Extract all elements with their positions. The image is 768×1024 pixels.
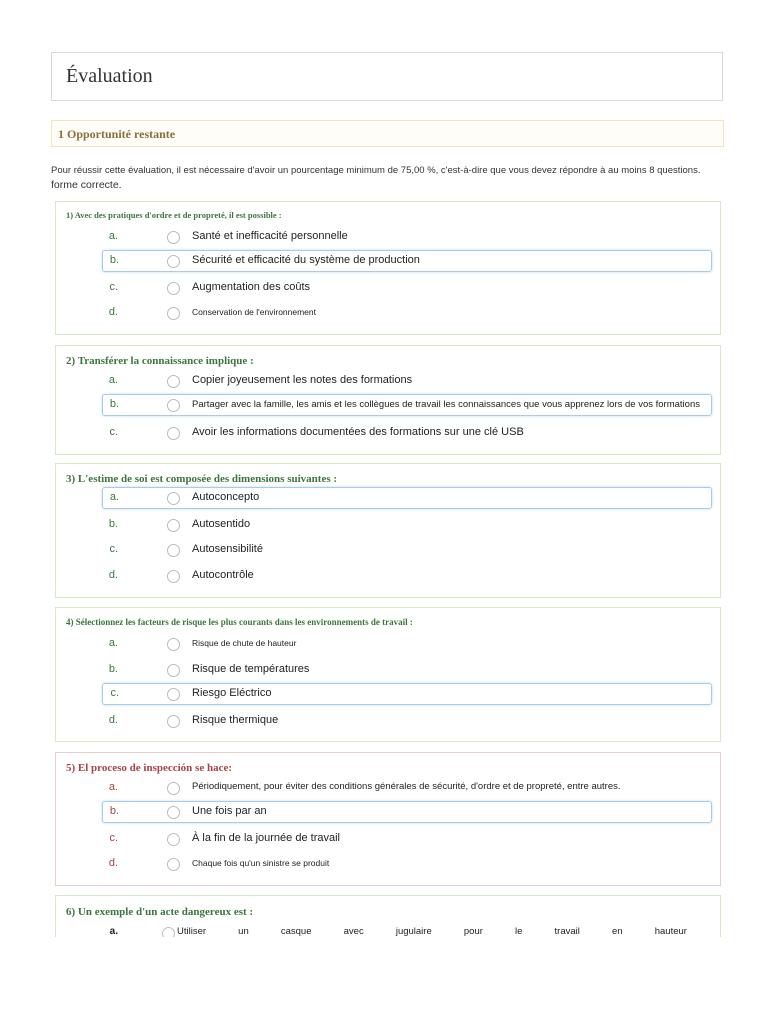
page-title: Évaluation xyxy=(66,65,153,87)
question-4 xyxy=(55,607,721,742)
option-label: Augmentation des coûts xyxy=(192,281,311,293)
option-label: Périodiquement, pour éviter des conditions générales de sécurité, d'ordre et de propreté, entre autres. xyxy=(192,781,621,792)
question-1-option-a[interactable] xyxy=(102,226,712,248)
option-word: pour xyxy=(463,926,483,937)
question-2-option-c[interactable] xyxy=(102,422,712,444)
option-label: Avoir les informations documentées des formations sur une clé USB xyxy=(192,426,524,438)
option-label: Autoconcepto xyxy=(192,491,260,503)
option-label: Copier joyeusement les notes des formations xyxy=(192,374,413,386)
question-3-option-b[interactable] xyxy=(102,514,712,536)
option-letter: a. xyxy=(108,637,118,649)
question-3-option-a[interactable] xyxy=(102,487,712,509)
radio-button[interactable] xyxy=(167,375,180,388)
question-2-option-b[interactable] xyxy=(102,394,712,416)
option-label: Santé et inefficacité personnelle xyxy=(192,230,348,242)
intro-text xyxy=(51,164,731,192)
option-label: Autosentido xyxy=(192,518,251,530)
radio-button[interactable] xyxy=(167,427,180,440)
option-letter: d. xyxy=(108,306,118,318)
question-4-title: 4) Sélectionnez les facteurs de risque les plus courants dans les environnements de travail : xyxy=(66,617,413,627)
radio-button[interactable] xyxy=(167,544,180,557)
radio-button[interactable] xyxy=(167,858,180,871)
radio-button[interactable] xyxy=(167,282,180,295)
option-word: hauteur xyxy=(654,926,687,937)
question-5-title: 5) El proceso de inspección se hace: xyxy=(66,762,233,774)
option-letter: c. xyxy=(109,426,118,438)
radio-button[interactable] xyxy=(167,715,180,728)
radio-button[interactable] xyxy=(167,570,180,583)
page-title-panel xyxy=(51,52,723,101)
option-letter: a. xyxy=(109,926,118,937)
question-1-title: 1) Avec des pratiques d'ordre et de propreté, il est possible : xyxy=(66,210,282,220)
radio-button[interactable] xyxy=(167,664,180,677)
option-letter: b. xyxy=(109,254,119,266)
radio-button[interactable] xyxy=(167,638,180,651)
question-1-option-b[interactable] xyxy=(102,250,712,272)
question-4-option-c[interactable] xyxy=(102,683,712,705)
intro-line-1: Pour réussir cette évaluation, il est nécessaire d'avoir un pourcentage minimum de 75,00 %, c'est-à-dire que vous devez répondre à au moins 8 questions. xyxy=(51,165,701,176)
page-cutoff-mask xyxy=(0,937,768,1024)
option-letter: d. xyxy=(108,569,118,581)
option-letter: c. xyxy=(109,832,118,844)
intro-line-2: forme correcte. xyxy=(51,179,122,191)
option-label: Risque de chute de hauteur xyxy=(192,638,297,648)
option-word: un xyxy=(238,926,249,937)
question-5-option-a[interactable] xyxy=(102,777,712,799)
option-letter: c. xyxy=(109,281,118,293)
option-word: en xyxy=(612,926,623,937)
question-4-option-b[interactable] xyxy=(102,659,712,681)
option-label: Autocontrôle xyxy=(192,569,254,581)
question-4-option-a[interactable] xyxy=(102,633,712,655)
question-5-option-b[interactable] xyxy=(102,801,712,823)
question-1 xyxy=(55,201,721,335)
option-label: À la fin de la journée de travail xyxy=(192,832,340,844)
option-letter: d. xyxy=(108,714,118,726)
question-6-title: 6) Un exemple d'un acte dangereux est : xyxy=(66,906,254,918)
option-label: Autosensibilité xyxy=(192,543,263,555)
option-word: travail xyxy=(554,926,580,937)
option-word: casque xyxy=(280,926,312,937)
option-word: le xyxy=(515,926,523,937)
question-2-title: 2) Transférer la connaissance implique : xyxy=(66,355,254,367)
question-1-option-c[interactable] xyxy=(102,277,712,299)
attempts-text: 1 Opportunité restante xyxy=(58,127,176,141)
option-letter: b. xyxy=(109,398,119,410)
question-3 xyxy=(55,463,721,598)
option-letter: a. xyxy=(108,781,118,793)
question-5-option-c[interactable] xyxy=(102,828,712,850)
question-1-option-d[interactable] xyxy=(102,302,712,324)
radio-button[interactable] xyxy=(167,806,180,819)
option-label: Sécurité et efficacité du système de production xyxy=(192,254,420,266)
option-label: Chaque fois qu'un sinistre se produit xyxy=(192,858,330,868)
question-3-option-c[interactable] xyxy=(102,539,712,561)
option-word: Utiliser xyxy=(177,926,207,937)
option-letter: c. xyxy=(109,543,118,555)
attempts-notice xyxy=(51,120,724,147)
radio-button[interactable] xyxy=(167,307,180,320)
question-2-option-a[interactable] xyxy=(102,370,712,392)
option-letter: b. xyxy=(108,663,118,675)
question-4-option-d[interactable] xyxy=(102,710,712,732)
radio-button[interactable] xyxy=(167,492,180,505)
option-letter: a. xyxy=(109,491,119,503)
option-letter: a. xyxy=(108,230,118,242)
radio-button[interactable] xyxy=(167,688,180,701)
option-label: Partager avec la famille, les amis et les collègues de travail les connaissances que vous apprenez lors de vos formations xyxy=(192,399,700,410)
radio-button[interactable] xyxy=(167,231,180,244)
radio-button[interactable] xyxy=(167,519,180,532)
radio-button[interactable] xyxy=(167,782,180,795)
question-5-option-d[interactable] xyxy=(102,853,712,875)
option-letter: b. xyxy=(109,805,119,817)
option-label: Risque de températures xyxy=(192,663,310,675)
option-letter: b. xyxy=(108,518,118,530)
option-label: Risque thermique xyxy=(192,714,279,726)
radio-button[interactable] xyxy=(167,833,180,846)
question-3-option-d[interactable] xyxy=(102,565,712,587)
option-word: avec xyxy=(343,926,364,937)
question-5 xyxy=(55,752,721,886)
option-letter: a. xyxy=(108,374,118,386)
option-word: jugulaire xyxy=(395,926,432,937)
option-label: Une fois par an xyxy=(192,805,267,817)
option-letter: d. xyxy=(108,857,118,869)
option-label: Conservation de l'environnement xyxy=(192,307,317,317)
radio-button[interactable] xyxy=(167,399,180,412)
option-letter: c. xyxy=(110,687,119,699)
question-2 xyxy=(55,345,721,455)
radio-button[interactable] xyxy=(167,255,180,268)
option-label xyxy=(177,926,687,937)
question-3-title: 3) L'estime de soi est composée des dimensions suivantes : xyxy=(66,473,338,485)
option-label: Riesgo Eléctrico xyxy=(192,687,272,699)
